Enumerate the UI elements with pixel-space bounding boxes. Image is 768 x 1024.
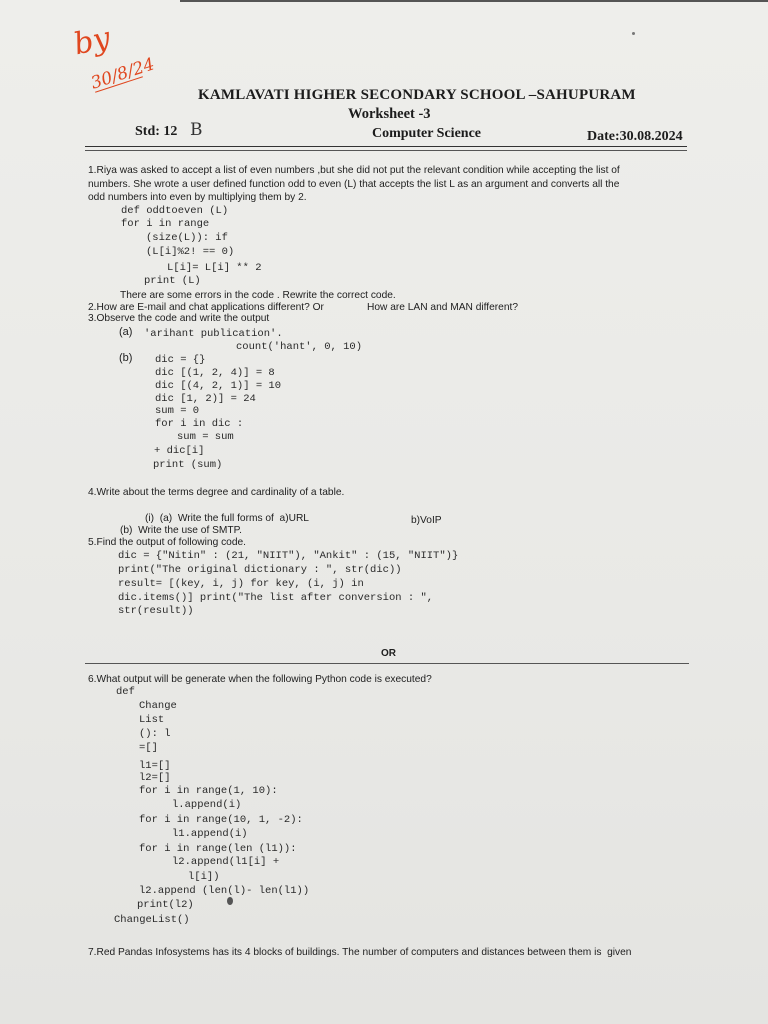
q6-code-line: print(l2) <box>137 899 194 911</box>
date-label: Date:30.08.2024 <box>587 129 683 144</box>
q1-line-1: 1.Riya was asked to accept a list of even numbers ,but she did not put the relevant condition while accepting the list of <box>88 165 620 176</box>
q1-code-line: print (L) <box>144 275 201 287</box>
signature-initials: by <box>70 20 114 63</box>
q7-text: 7.Red Pandas Infosystems has its 4 blocks of buildings. The number of computers and distances between them is given <box>88 947 632 958</box>
q6-code-line: l1=[] <box>139 760 171 772</box>
q3-b-label: (b) <box>119 352 133 364</box>
or-separator-rule <box>85 663 689 664</box>
q1-code-line: for i in range <box>121 218 210 230</box>
header-rule <box>85 146 687 147</box>
q6-code-line: for i in range(10, 1, -2): <box>139 814 303 826</box>
q1-code-line: (L[i]%2! == 0) <box>146 246 235 258</box>
section-handwritten: B <box>190 120 203 140</box>
q1-note: There are some errors in the code . Rewrite the correct code. <box>120 290 396 301</box>
q5-code-line: result= [(key, i, j) for key, (i, j) in <box>118 578 364 590</box>
q1-code-line: def oddtoeven (L) <box>121 205 229 217</box>
q5-code-line: dic.items()] print("The list after conversion : ", <box>118 592 434 604</box>
q6-code-line: l2=[] <box>139 772 171 784</box>
scan-speck <box>632 32 635 35</box>
worksheet-number: Worksheet -3 <box>348 106 431 122</box>
q6-code-line: l1.append(i) <box>172 828 248 840</box>
q1-code-line: L[i]= L[i] ** 2 <box>167 262 262 274</box>
q1-code-line: (size(L)): if <box>146 232 228 244</box>
q3-b-code: dic = {} <box>155 354 206 366</box>
subject-label: Computer Science <box>372 126 481 141</box>
q3-b-code: sum = sum <box>177 431 234 443</box>
school-name: KAMLAVATI HIGHER SECONDARY SCHOOL –SAHUPURAM <box>198 87 636 103</box>
q6-code-line: l2.append (len(l)- len(l1)) <box>139 885 310 897</box>
q3-text: 3.Observe the code and write the output <box>88 313 270 324</box>
q5-code-line: print("The original dictionary : ", str(dic)) <box>118 564 402 576</box>
q5-code-line: dic = {"Nitin" : (21, "NIIT"), "Ankit" : (15, "NIIT")} <box>118 550 459 562</box>
q3-b-code: dic [1, 2)] = 24 <box>155 393 256 405</box>
q3-b-code: dic [(4, 2, 1)] = 10 <box>155 380 282 392</box>
q6-code-line: for i in range(1, 10): <box>139 785 278 797</box>
q3-a-code: count('hant', 0, 10) <box>236 341 363 353</box>
q6-code-line: l.append(i) <box>172 799 242 811</box>
q3-b-code: sum = 0 <box>155 405 200 417</box>
q4-text: 4.Write about the terms degree and cardinality of a table. <box>88 487 345 498</box>
q4-voip: b)VoIP <box>411 515 442 526</box>
q1-line-2: numbers. She wrote a user defined function odd to even (L) that accepts the list L as an argument and converts all the <box>88 179 620 190</box>
q4-b-text: (b) Write the use of SMTP. <box>120 525 242 536</box>
or-label: OR <box>381 648 396 659</box>
scan-speck <box>227 897 233 905</box>
q3-a-label: (a) <box>119 326 133 338</box>
q2-part-2: How are LAN and MAN different? <box>367 302 519 313</box>
q6-code-line: def <box>116 686 135 698</box>
q5-code-line: str(result)) <box>118 605 194 617</box>
q6-text: 6.What output will be generate when the following Python code is executed? <box>88 674 432 685</box>
q2-part-1: 2.How are E-mail and chat applications different? Or <box>88 302 324 313</box>
q5-text: 5.Find the output of following code. <box>88 537 247 548</box>
scan-top-edge <box>180 0 768 2</box>
q6-code-line: l2.append(l1[i] + <box>172 856 280 868</box>
standard-label: Std: 12 <box>135 124 178 139</box>
header-rule-2 <box>85 150 687 151</box>
q3-b-code: for i in dic : <box>155 418 244 430</box>
q6-code-line: ChangeList() <box>114 914 190 926</box>
q6-code-line: (): l <box>139 728 171 740</box>
q4-i-text: (i) (a) Write the full forms of a)URL <box>145 513 309 524</box>
signature-date: 30/8/24 <box>88 54 158 94</box>
q1-line-3: odd numbers into even by multiplying them by 2. <box>88 192 307 203</box>
q3-b-code: dic [(1, 2, 4)] = 8 <box>155 367 275 379</box>
q3-b-code: print (sum) <box>153 459 223 471</box>
q6-code-line: l[i]) <box>188 871 220 883</box>
q6-code-line: Change <box>139 700 177 712</box>
q3-b-code: + dic[i] <box>154 445 205 457</box>
q3-a-code: 'arihant publication'. <box>144 328 283 340</box>
q6-code-line: List <box>139 714 165 726</box>
q6-code-line: =[] <box>139 742 158 754</box>
q6-code-line: for i in range(len (l1)): <box>139 843 297 855</box>
